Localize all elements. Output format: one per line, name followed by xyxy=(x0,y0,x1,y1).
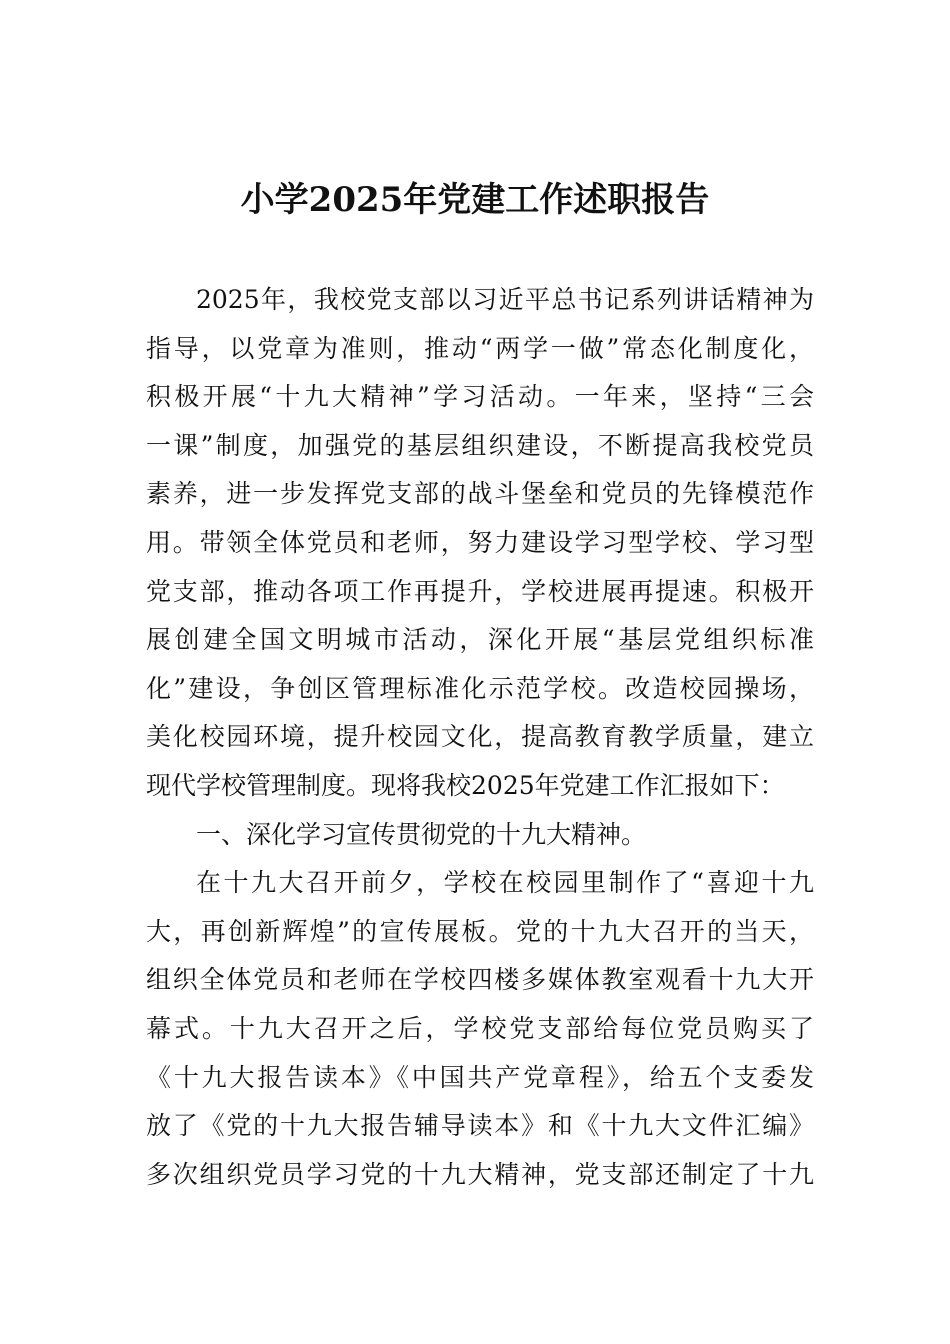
text-line: 党支部，推动各项工作再提升，学校进展再提速。积极开 xyxy=(146,576,814,606)
document-title: 小学2025年党建工作述职报告 xyxy=(240,180,710,220)
text-line: 现代学校管理制度。现将我校2025年党建工作汇报如下： xyxy=(146,770,785,800)
text-line: 在十九大召开前夕，学校在校园里制作了“喜迎十九 xyxy=(196,868,814,898)
text-line: 积极开展“十九大精神”学习活动。一年来，坚持“三会 xyxy=(146,382,814,412)
text-line: 组织全体党员和老师在学校四楼多媒体教室观看十九大开 xyxy=(146,965,814,995)
text-line: 美化校园环境，提升校园文化，提高教育教学质量，建立 xyxy=(146,722,814,752)
text-line: 2025年，我校党支部以习近平总书记系列讲话精神为 xyxy=(196,285,814,314)
section-heading: 一、深化学习宣传贯彻党的十九大精神。 xyxy=(196,819,647,849)
text-line: 《十九大报告读本》《中国共产党章程》，给五个支委发 xyxy=(146,1062,814,1092)
text-line: 幕式。十九大召开之后，学校党支部给每位党员购买了 xyxy=(146,1013,814,1043)
text-line: 指导，以党章为准则，推动“两学一做”常态化制度化， xyxy=(146,333,814,363)
text-line: 化”建设，争创区管理标准化示范学校。改造校园操场， xyxy=(146,673,814,703)
text-line: 一课”制度，加强党的基层组织建设，不断提高我校党员 xyxy=(146,430,814,460)
text-line: 放了《党的十九大报告辅导读本》和《十九大文件汇编》 xyxy=(146,1111,814,1141)
text-line: 素养，进一步发挥党支部的战斗堡垒和党员的先锋模范作 xyxy=(146,479,814,509)
text-line: 大，再创新辉煌”的宣传展板。党的十九大召开的当天， xyxy=(146,916,814,946)
text-line: 展创建全国文明城市活动，深化开展“基层党组织标准 xyxy=(146,625,814,655)
document-body xyxy=(146,276,814,1199)
text-line: 多次组织党员学习党的十九大精神，党支部还制定了十九 xyxy=(146,1159,814,1189)
text-line: 用。带领全体党员和老师，努力建设学习型学校、学习型 xyxy=(146,527,814,557)
